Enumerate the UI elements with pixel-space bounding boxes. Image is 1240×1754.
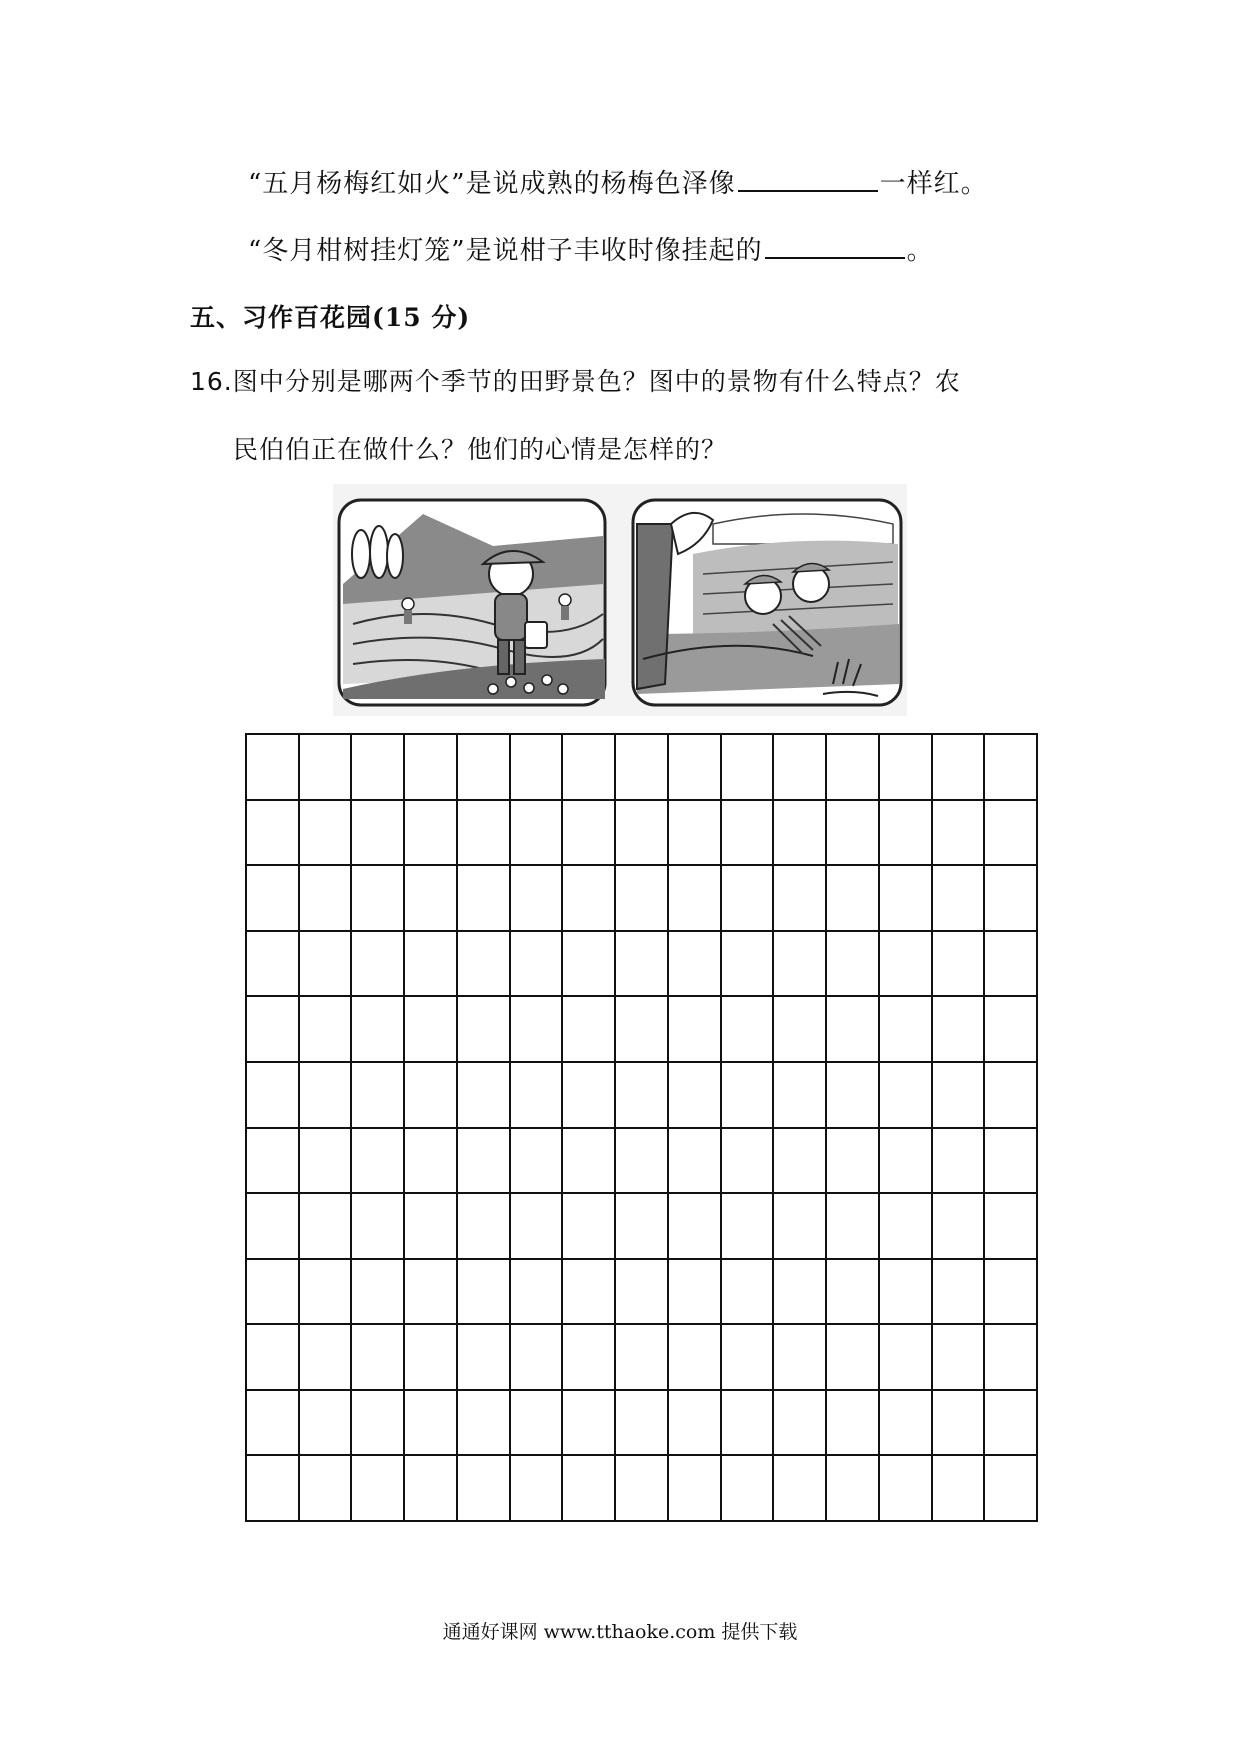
grid-cell[interactable] [458,932,511,998]
grid-cell[interactable] [511,932,564,998]
grid-cell[interactable] [827,801,880,867]
grid-cell[interactable] [880,1194,933,1260]
grid-cell[interactable] [880,1063,933,1129]
grid-cell[interactable] [774,1260,827,1326]
grid-cell[interactable] [880,1456,933,1522]
grid-cell[interactable] [300,1325,353,1391]
grid-cell[interactable] [669,932,722,998]
footer-source: 通通好课网 www.tthaoke.com 提供下载 [442,1621,798,1643]
grid-cell[interactable] [352,997,405,1063]
grid-cell[interactable] [827,1063,880,1129]
grid-cell[interactable] [511,1063,564,1129]
grid-cell[interactable] [405,932,458,998]
grid-cell[interactable] [247,1391,300,1457]
grid-cell[interactable] [827,997,880,1063]
grid-cell[interactable] [722,1260,775,1326]
grid-cell[interactable] [563,1063,616,1129]
grid-cell[interactable] [722,1194,775,1260]
grid-cell[interactable] [247,1194,300,1260]
grid-cell[interactable] [933,866,986,932]
grid-cell[interactable] [458,1325,511,1391]
grid-cell[interactable] [880,997,933,1063]
grid-cell[interactable] [405,1129,458,1195]
grid-cell[interactable] [352,801,405,867]
grid-cell[interactable] [405,866,458,932]
grid-cell[interactable] [880,735,933,801]
grid-cell[interactable] [985,1063,1038,1129]
grid-cell[interactable] [722,1129,775,1195]
grid-cell[interactable] [352,1391,405,1457]
grid-cell[interactable] [616,932,669,998]
grid-cell[interactable] [827,1260,880,1326]
grid-cell[interactable] [933,1260,986,1326]
grid-cell[interactable] [616,997,669,1063]
writing-grid[interactable] [245,733,1038,1522]
grid-cell[interactable] [247,1063,300,1129]
grid-cell[interactable] [300,735,353,801]
answer-blank-1[interactable] [738,164,878,192]
grid-cell[interactable] [563,932,616,998]
grid-cell[interactable] [405,1456,458,1522]
grid-cell[interactable] [352,1129,405,1195]
grid-cell[interactable] [405,997,458,1063]
question-text-1: 图中分别是哪两个季节的田野景色？图中的景物有什么特点？农 [232,367,961,396]
grid-cell[interactable] [722,997,775,1063]
grid-cell[interactable] [722,1456,775,1522]
illustration-pair [333,484,907,716]
grid-cell[interactable] [616,1325,669,1391]
autumn-field-illustration [633,500,901,705]
grid-cell[interactable] [511,1391,564,1457]
grid-cell[interactable] [247,932,300,998]
grid-cell[interactable] [247,1456,300,1522]
grid-cell[interactable] [616,1260,669,1326]
grid-cell[interactable] [563,866,616,932]
grid-cell[interactable] [458,1129,511,1195]
sentence-1-suffix: 一样红。 [879,169,988,199]
grid-cell[interactable] [722,735,775,801]
grid-cell[interactable] [669,1194,722,1260]
grid-cell[interactable] [247,1325,300,1391]
grid-cell[interactable] [669,1391,722,1457]
grid-cell[interactable] [405,1325,458,1391]
grid-cell[interactable] [616,1194,669,1260]
grid-cell[interactable] [774,1325,827,1391]
grid-cell[interactable] [827,1391,880,1457]
grid-cell[interactable] [880,866,933,932]
grid-cell[interactable] [774,1063,827,1129]
grid-cell[interactable] [405,1391,458,1457]
grid-cell[interactable] [669,866,722,932]
grid-cell[interactable] [352,735,405,801]
grid-cell[interactable] [669,1325,722,1391]
grid-cell[interactable] [669,801,722,867]
grid-cell[interactable] [669,997,722,1063]
grid-cell[interactable] [669,735,722,801]
grid-cell[interactable] [458,997,511,1063]
grid-cell[interactable] [774,1456,827,1522]
grid-cell[interactable] [511,1260,564,1326]
grid-cell[interactable] [880,1391,933,1457]
grid-cell[interactable] [352,1325,405,1391]
grid-cell[interactable] [352,1194,405,1260]
grid-cell[interactable] [458,1194,511,1260]
fill-in-sentence-1 [248,164,988,204]
grid-cell[interactable] [616,735,669,801]
grid-cell[interactable] [827,1129,880,1195]
grid-cell[interactable] [933,1194,986,1260]
grid-cell[interactable] [827,1456,880,1522]
grid-cell[interactable] [985,997,1038,1063]
grid-cell[interactable] [616,1391,669,1457]
grid-cell[interactable] [352,1063,405,1129]
grid-cell[interactable] [563,997,616,1063]
question-16-line-2: 民伯伯正在做什么？他们的心情是怎样的？ [233,435,728,464]
grid-cell[interactable] [352,1456,405,1522]
grid-cell[interactable] [247,735,300,801]
grid-cell[interactable] [563,1129,616,1195]
grid-cell[interactable] [985,866,1038,932]
grid-cell[interactable] [352,932,405,998]
grid-cell[interactable] [563,735,616,801]
grid-cell[interactable] [827,735,880,801]
grid-cell[interactable] [985,735,1038,801]
question-16-line-1 [190,362,961,402]
grid-cell[interactable] [247,1260,300,1326]
grid-cell[interactable] [985,1391,1038,1457]
grid-cell[interactable] [300,1260,353,1326]
grid-cell[interactable] [880,1325,933,1391]
grid-cell[interactable] [985,801,1038,867]
grid-cell[interactable] [933,1129,986,1195]
grid-cell[interactable] [405,735,458,801]
grid-cell[interactable] [247,1129,300,1195]
grid-cell[interactable] [458,735,511,801]
grid-cell[interactable] [985,1456,1038,1522]
grid-cell[interactable] [511,866,564,932]
grid-cell[interactable] [458,1391,511,1457]
grid-cell[interactable] [300,1391,353,1457]
grid-cell[interactable] [985,1129,1038,1195]
grid-cell[interactable] [933,1391,986,1457]
grid-cell[interactable] [616,1129,669,1195]
grid-cell[interactable] [458,1063,511,1129]
grid-cell[interactable] [880,1129,933,1195]
grid-cell[interactable] [933,932,986,998]
grid-cell[interactable] [563,801,616,867]
grid-cell[interactable] [774,866,827,932]
grid-cell[interactable] [247,801,300,867]
grid-cell[interactable] [405,1260,458,1326]
grid-cell[interactable] [563,1456,616,1522]
grid-cell[interactable] [563,1391,616,1457]
grid-cell[interactable] [458,1260,511,1326]
grid-cell[interactable] [880,932,933,998]
grid-cell[interactable] [669,1063,722,1129]
grid-cell[interactable] [405,801,458,867]
grid-cell[interactable] [563,1260,616,1326]
grid-cell[interactable] [774,932,827,998]
grid-cell[interactable] [985,1260,1038,1326]
grid-cell[interactable] [774,735,827,801]
grid-cell[interactable] [774,1391,827,1457]
grid-cell[interactable] [300,1456,353,1522]
grid-cell[interactable] [774,801,827,867]
grid-cell[interactable] [722,1063,775,1129]
grid-cell[interactable] [985,1194,1038,1260]
fill-in-sentence-2 [248,231,934,271]
answer-blank-2[interactable] [765,231,905,259]
grid-cell[interactable] [352,866,405,932]
grid-cell[interactable] [511,1456,564,1522]
grid-cell[interactable] [405,1063,458,1129]
grid-cell[interactable] [300,1194,353,1260]
grid-cell[interactable] [827,866,880,932]
grid-cell[interactable] [933,1325,986,1391]
grid-cell[interactable] [827,1325,880,1391]
grid-cell[interactable] [511,801,564,867]
grid-cell[interactable] [616,1063,669,1129]
grid-cell[interactable] [563,1325,616,1391]
grid-cell[interactable] [511,1194,564,1260]
grid-cell[interactable] [300,997,353,1063]
grid-cell[interactable] [933,735,986,801]
grid-cell[interactable] [300,866,353,932]
grid-cell[interactable] [933,1456,986,1522]
grid-cell[interactable] [616,1456,669,1522]
grid-cell[interactable] [880,1260,933,1326]
grid-cell[interactable] [511,735,564,801]
grid-cell[interactable] [774,1194,827,1260]
grid-cell[interactable] [722,1391,775,1457]
grid-cell[interactable] [247,997,300,1063]
grid-cell[interactable] [563,1194,616,1260]
grid-cell[interactable] [985,932,1038,998]
grid-cell[interactable] [722,866,775,932]
grid-cell[interactable] [511,1129,564,1195]
grid-cell[interactable] [774,1129,827,1195]
grid-cell[interactable] [933,997,986,1063]
grid-cell[interactable] [669,1129,722,1195]
grid-cell[interactable] [511,1325,564,1391]
grid-cell[interactable] [722,932,775,998]
grid-cell[interactable] [774,997,827,1063]
grid-cell[interactable] [300,1063,353,1129]
grid-cell[interactable] [458,866,511,932]
grid-cell[interactable] [985,1325,1038,1391]
spring-field-illustration [339,500,605,705]
grid-cell[interactable] [511,997,564,1063]
grid-cell[interactable] [458,801,511,867]
grid-cell[interactable] [300,932,353,998]
sentence-1-prefix: “五月杨梅红如火”是说成熟的杨梅色泽像 [248,169,736,199]
grid-cell[interactable] [933,1063,986,1129]
grid-cell[interactable] [247,866,300,932]
grid-cell[interactable] [669,1260,722,1326]
grid-cell[interactable] [616,866,669,932]
field-scenes-illustration [333,484,907,716]
grid-cell[interactable] [405,1194,458,1260]
grid-cell[interactable] [880,801,933,867]
sentence-2-suffix: 。 [906,236,934,266]
sentence-2-prefix: “冬月柑树挂灯笼”是说柑子丰收时像挂起的 [248,236,763,266]
question-number: 16. [190,367,233,396]
grid-cell[interactable] [300,1129,353,1195]
grid-cell[interactable] [933,801,986,867]
grid-cell[interactable] [827,932,880,998]
grid-cell[interactable] [722,1325,775,1391]
grid-cell[interactable] [669,1456,722,1522]
grid-cell[interactable] [458,1456,511,1522]
grid-cell[interactable] [722,801,775,867]
grid-cell[interactable] [352,1260,405,1326]
grid-cell[interactable] [827,1194,880,1260]
grid-cell[interactable] [616,801,669,867]
grid-cell[interactable] [300,801,353,867]
section-title: 五、习作百花园(15 分) [190,303,471,332]
